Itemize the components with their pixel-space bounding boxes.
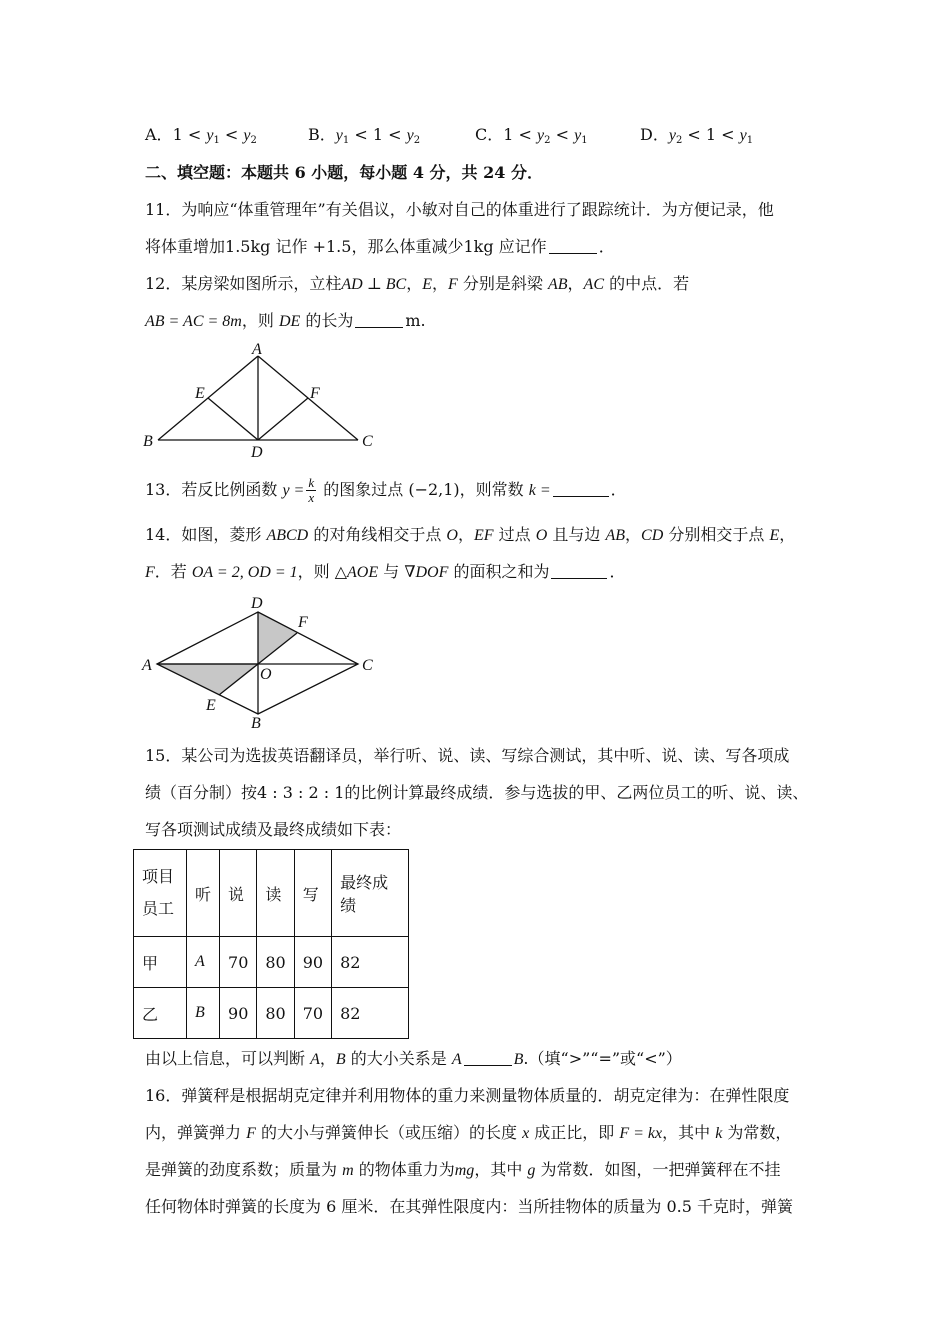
- q15-line3: 写各项测试成绩及最终成绩如下表：: [145, 820, 402, 839]
- score-table: [133, 849, 409, 1039]
- table-cell: 82: [332, 937, 409, 988]
- q15-line1: 15．某公司为选拔英语翻译员，举行听、说、读、写综合测试，其中听、说、读、写各项成: [145, 746, 790, 765]
- label-c: C: [362, 657, 373, 674]
- label-e: E: [195, 385, 205, 402]
- q12-line1: 12．某房梁如图所示，立柱AD ⊥ BC，E，F 分别是斜梁 AB，AC 的中点．若: [145, 274, 690, 293]
- table-cell: 80: [257, 937, 294, 988]
- answer-blank[interactable]: [355, 313, 403, 328]
- label-d: D: [251, 444, 263, 460]
- label-b: B: [143, 433, 153, 450]
- segment-df: [258, 398, 308, 440]
- q15-line2: 绩（百分制）按4 : 3 : 2 : 1的比例计算最终成绩．参与选拔的甲、乙两位员工的听、说、读、: [145, 783, 809, 802]
- row-name: 甲: [134, 937, 187, 988]
- q13-line: 13．若反比例函数 y = $\frac{k}{x}$ 的图象过点 (−2,1)，则常数 k = ．: [145, 475, 627, 505]
- q15-line4: 由以上信息，可以判断 A，B 的大小关系是 A B.（填“>”“=”或“<”）: [145, 1049, 682, 1068]
- label-e: E: [206, 697, 216, 714]
- q16-line4: 任何物体时弹簧的长度为 6 厘米．在其弹性限度内：当所挂物体的质量为 0.5 千克时，弹簧: [145, 1197, 793, 1216]
- q11-line2: 将体重增加1.5kg 记作 +1.5，那么体重减少1kg 应记作 ．: [145, 237, 615, 256]
- q16-line3: 是弹簧的劲度系数；质量为 m 的物体重力为mg，其中 g 为常数．如图，一把弹簧秤在不挂: [145, 1160, 781, 1179]
- label-a: A: [142, 657, 152, 674]
- q14-line2: F．若 OA = 2, OD = 1，则 △AOE 与 ∇DOF 的面积之和为 ．: [145, 562, 626, 581]
- header-final: 最终成绩: [332, 850, 409, 937]
- answer-blank[interactable]: [464, 1051, 512, 1066]
- label-c: C: [362, 433, 373, 450]
- table-cell: 70: [220, 937, 257, 988]
- q10-option-a: A．$1 < y_1 < y_2$: [145, 125, 257, 146]
- table-row: [134, 937, 409, 988]
- table-cell: B: [187, 988, 220, 1039]
- q14-figure-rhombus: [140, 592, 380, 732]
- table-cell: A: [187, 937, 220, 988]
- q16-line2: 内，弹簧弹力 F 的大小与弹簧伸长（或压缩）的长度 x 成正比，即 F = kx，其中 k 为常数，: [145, 1123, 792, 1142]
- q12-figure-roof-beam: [140, 340, 380, 460]
- header-listen: 听: [187, 850, 220, 937]
- label-d: D: [251, 595, 263, 612]
- q12-line2: AB = AC = 8m，则 DE 的长为 m.: [145, 311, 426, 330]
- q16-line1: 16．弹簧秤是根据胡克定律并利用物体的重力来测量物体质量的．胡克定律为：在弹性限度: [145, 1086, 790, 1105]
- q11-line1: 11．为响应“体重管理年”有关倡议，小敏对自己的体重进行了跟踪统计．为方便记录，他: [145, 200, 774, 219]
- label-f: F: [298, 614, 308, 631]
- header-speak: 说: [220, 850, 257, 937]
- q14-line1: 14．如图，菱形 ABCD 的对角线相交于点 O，EF 过点 O 且与边 AB，CD 分别相交于点 E，: [145, 525, 796, 544]
- table-cell: 90: [220, 988, 257, 1039]
- segment-de: [208, 398, 258, 440]
- answer-blank[interactable]: [549, 239, 597, 254]
- table-cell: 80: [257, 988, 294, 1039]
- fraction-k-over-x: $\frac{k}{x}$: [308, 475, 315, 505]
- table-cell: 90: [294, 937, 331, 988]
- table-row: [134, 988, 409, 1039]
- row-name: 乙: [134, 988, 187, 1039]
- table-cell: 82: [332, 988, 409, 1039]
- label-f: F: [310, 385, 320, 402]
- q10-option-c: C．$1 < y_2 < y_1$: [475, 125, 588, 146]
- table-corner-cell: 项目 员工: [134, 850, 187, 937]
- section-title: 二、填空题：本题共 6 小题，每小题 4 分，共 24 分．: [145, 163, 543, 182]
- header-write: 写: [294, 850, 331, 937]
- answer-blank[interactable]: [551, 564, 607, 579]
- q10-option-d: D．$y_2 < 1 < y_1$: [640, 125, 754, 146]
- label-b: B: [251, 715, 261, 732]
- label-o: O: [260, 666, 272, 683]
- q10-option-b: B．$y_1 < 1 < y_2$: [308, 125, 421, 146]
- table-cell: 70: [294, 988, 331, 1039]
- answer-blank[interactable]: [553, 482, 609, 497]
- shaded-triangle-aoe: [157, 664, 258, 695]
- label-a: A: [252, 341, 262, 358]
- table-header-row: [134, 850, 409, 937]
- header-read: 读: [257, 850, 294, 937]
